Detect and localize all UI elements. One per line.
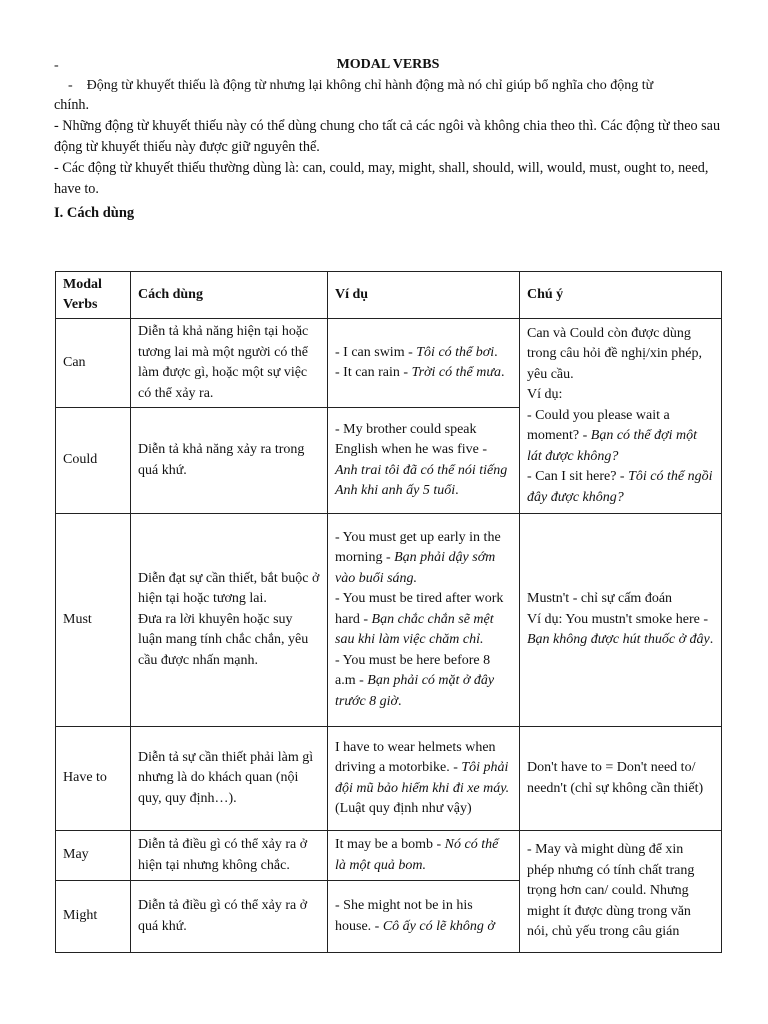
header-modal-verbs: Modal Verbs [56, 272, 131, 319]
intro-paragraph-2: - Những động từ khuyết thiếu này có thể dùng chung cho tất cả các ngôi và không chia theo thì. Các động từ theo sau động từ khuyết thiếu này được giữ nguyên thể. [54, 118, 721, 155]
document-body [54, 56, 722, 224]
intro-p1-text: Động từ khuyết thiếu là động từ nhưng lại không chỉ hành động mà nó chỉ giúp bổ nghĩa cho động từ [86, 78, 654, 93]
example-could [328, 408, 520, 514]
example-end: . [455, 483, 459, 498]
example-vi: Anh trai tôi đã có thể nói tiếng Anh khi anh ấy 5 tuổi [335, 462, 508, 498]
example-end: . [398, 693, 402, 709]
note-can-could-1: Can và Could còn được dùng trong câu hỏi đề nghị/xin phép, yêu cầu. [527, 325, 702, 382]
top-dash: - [54, 58, 59, 73]
note-end: . [709, 632, 714, 648]
example-can-2 [335, 363, 512, 384]
example-vi: Trời có thể mưa [411, 365, 501, 380]
example-en: - I can swim - [335, 344, 417, 360]
example-vi: Bạn phải dậy sớm vào buổi sáng. [335, 550, 496, 586]
example-en: - She might not be in his house. - [335, 898, 473, 934]
note-en: - Can I sit here? - [527, 469, 629, 485]
intro-paragraph-1 [54, 77, 722, 116]
usage-may: Diễn tả điều gì có thể xảy ra ở hiện tại nhưng không chắc. [131, 831, 328, 881]
note-can-could-2: Ví dụ: [527, 387, 563, 403]
example-vi: Tôi có thể bơi [416, 344, 495, 360]
note-vi: Tôi có thể ngồi đây được không? [527, 469, 713, 505]
example-en: - It can rain - [335, 365, 412, 380]
note-must-2 [527, 610, 714, 651]
usage-must [131, 514, 328, 727]
example-vi: Nó có thể là một quả bom. [335, 837, 499, 873]
example-en: - You must get up early in the morning - [335, 529, 501, 566]
example-must [328, 514, 520, 727]
intro-paragraph-3: - Các động từ khuyết thiếu thường dùng là: can, could, may, might, shall, should, will, would, must, ought to, need, have to. [54, 160, 709, 197]
note-vi: Bạn không được hút thuốc ở đây [527, 632, 710, 648]
example-end: . [500, 365, 505, 380]
example-have-to [328, 727, 520, 831]
page-title: MODAL VERBS [336, 57, 440, 72]
usage-might: Diễn tả điều gì có thể xảy ra ở quá khứ. [131, 881, 328, 953]
verb-can: Can [56, 319, 131, 408]
usage-could: Diễn tả khả năng xảy ra trong quá khứ. [131, 408, 328, 514]
note-must-1: Mustn't - chỉ sự cấm đoán [527, 591, 673, 607]
example-en: It may be a bomb - [335, 837, 445, 852]
note-may-might: - May và might dùng để xin phép nhưng có tính chất trang trọng hơn can/ could. Nhưng might ít được dùng trong văn nói, chủ yếu trong câu gián [520, 831, 722, 953]
table-row-may [56, 831, 722, 881]
table-row-can [56, 319, 722, 408]
example-vi: Tôi phải đội mũ bảo hiểm khi đi xe máy. [335, 760, 510, 796]
intro-paragraph-1-line1 [54, 77, 722, 95]
example-vi: Cô ấy có lẽ không ở [382, 918, 495, 934]
example-en: I have to wear helmets when driving a motorbike. - [335, 739, 496, 775]
header-chu-y: Chú ý [520, 272, 722, 319]
example-en: - My brother could speak English when he was five - [335, 421, 488, 457]
note-vi: Bạn có thể đợi một lát được không? [527, 428, 697, 464]
example-vi: Bạn chắc chắn sẽ mệt sau khi làm việc chăm chỉ. [335, 611, 494, 648]
example-might [328, 881, 520, 953]
modal-verbs-table [55, 271, 722, 953]
usage-can: Diễn tả khả năng hiện tại hoặc tương lai mà một người có thể làm được gì, hoặc một sự việc có thể xảy ra. [131, 319, 328, 408]
header-vi-du: Ví dụ [328, 272, 520, 319]
table-row-have-to [56, 727, 722, 831]
example-can-1 [335, 343, 512, 364]
table-row-must [56, 514, 722, 727]
section-heading: I. Cách dùng [54, 205, 135, 221]
header-cach-dung: Cách dùng [131, 272, 328, 319]
usage-must-2: Đưa ra lời khuyên hoặc suy luận mang tính chắc chắn, yêu cầu được nhấn mạnh. [138, 611, 309, 668]
verb-could: Could [56, 408, 131, 514]
example-vi: Bạn phải có mặt ở đây trước 8 giờ [335, 673, 495, 709]
note-can-could-4 [527, 467, 714, 508]
verb-must: Must [56, 514, 131, 727]
note-en: - Could you please wait a moment? - [527, 407, 670, 444]
note-can-could [520, 319, 722, 514]
table-header-row [56, 272, 722, 319]
example-must-3 [335, 651, 512, 713]
verb-might: Might [56, 881, 131, 953]
example-can [328, 319, 520, 408]
example-must-1 [335, 528, 512, 590]
example-en: - You must be tired after work hard - [335, 591, 504, 627]
example-must-2 [335, 589, 512, 651]
example-may [328, 831, 520, 881]
verb-may: May [56, 831, 131, 881]
example-en: - You must be here before 8 a.m - [335, 652, 491, 689]
intro-p1-dash: - [68, 78, 73, 93]
intro-paragraph-1-line2: chính. [54, 97, 90, 113]
usage-must-1: Diễn đạt sự cần thiết, bắt buộc ở hiện tại hoặc tương lai. [138, 570, 320, 607]
note-must [520, 514, 722, 727]
usage-have-to: Diễn tả sự cần thiết phải làm gì nhưng là do khách quan (nội quy, quy định…). [131, 727, 328, 831]
example-end: (Luật quy định như vậy) [335, 801, 472, 816]
example-end: . [494, 344, 498, 360]
note-can-could-3 [527, 406, 714, 468]
note-en: Ví dụ: You mustn't smoke here - [527, 611, 709, 627]
verb-have-to: Have to [56, 727, 131, 831]
note-have-to: Don't have to = Don't need to/ needn't (chỉ sự không cần thiết) [520, 727, 722, 831]
